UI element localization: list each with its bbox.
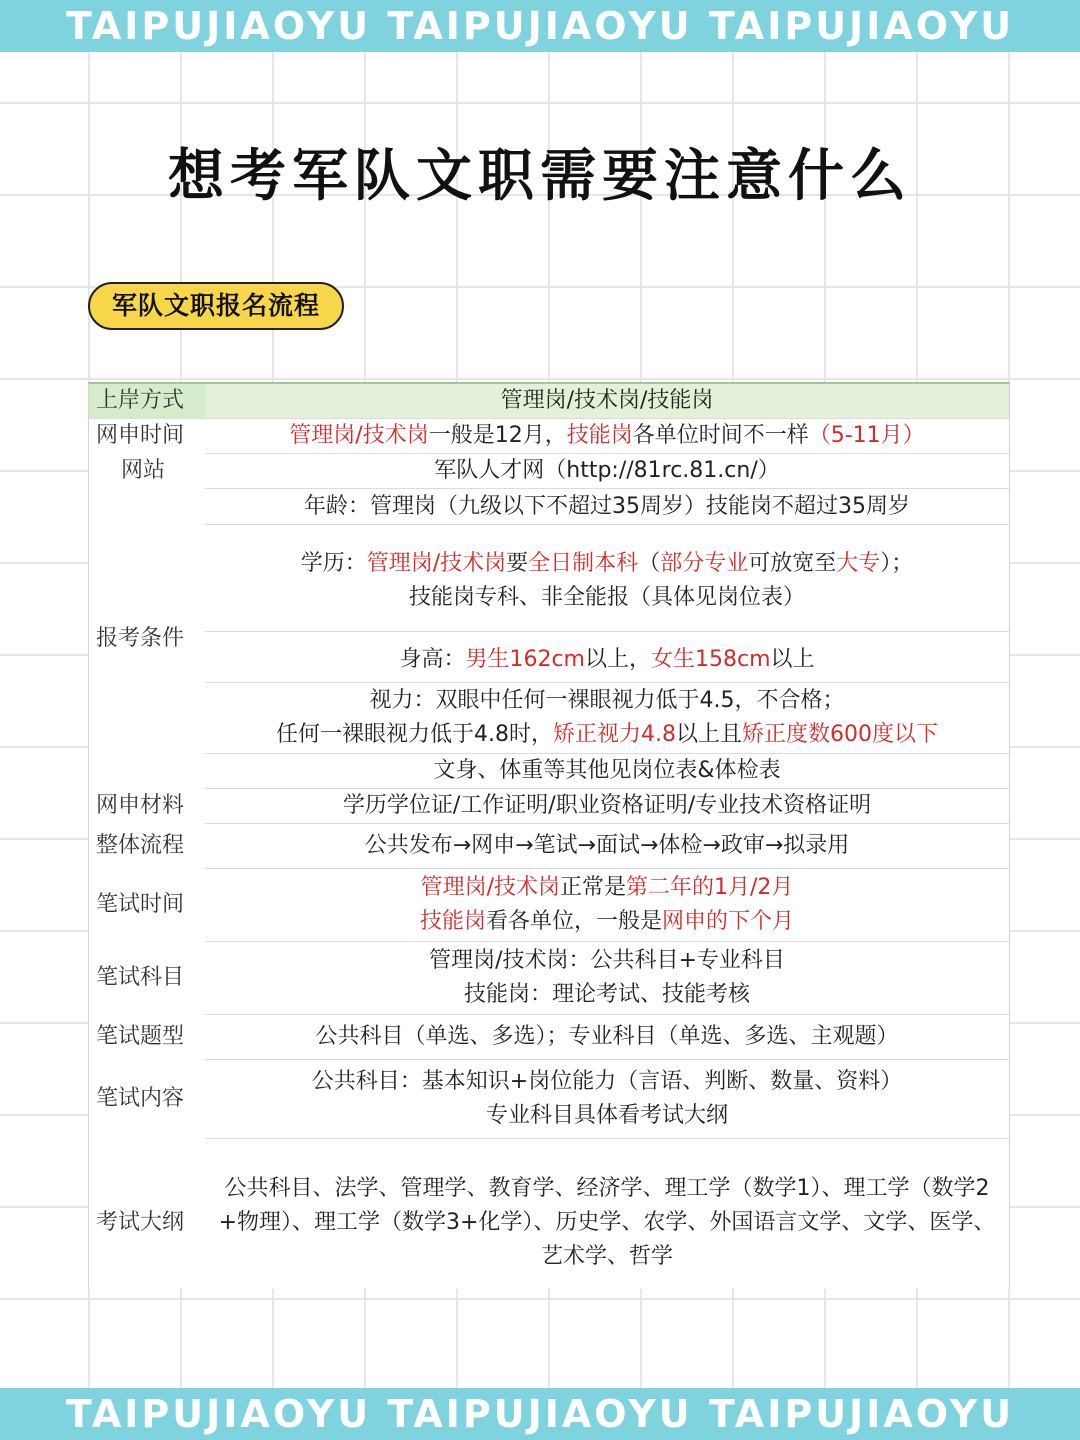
header-value: 管理岗/技术岗/技能岗: [205, 384, 1009, 419]
education-p7: 可放宽至: [748, 551, 837, 576]
vision-p1: 任何一裸眼视力低于4.8时，: [275, 722, 553, 747]
education-p1: 学历：: [300, 551, 367, 576]
exam-types-value: 公共科目（单选、多选）；专业科目（单选、多选、主观题）: [205, 1015, 1009, 1060]
education-p3: 要: [506, 551, 529, 576]
row-label-exam-time: 笔试时间: [96, 892, 185, 917]
vision-line1: 视力：双眼中任何一裸眼视力低于4.5，不合格；: [369, 688, 845, 713]
height-p2: 男生162cm: [465, 647, 585, 672]
materials-value: 学历学位证/工作证明/职业资格证明/专业技术资格证明: [205, 789, 1009, 824]
table-row: [89, 632, 1009, 683]
exam-subjects-value: [205, 942, 1009, 1015]
row-label-conditions: 报考条件: [96, 625, 185, 651]
height-p5: 以上: [770, 647, 815, 672]
vision-p3: 以上且: [675, 722, 742, 747]
exam-time-p3: 第二年的1月/2月: [626, 875, 794, 900]
row-label-apply-time: 网申时间: [96, 423, 185, 448]
syllabus-value: 公共科目、法学、管理学、教育学、经济学、理工学（数学1）、理工学（数学2+物理）、理工学（数学3+化学）、历史学、农学、外国语言文学、文学、医学、艺术学、哲学: [218, 1176, 996, 1269]
height-p1: 身高：: [399, 647, 466, 672]
education-p9: ）；: [880, 551, 914, 576]
row-label-exam-content: 笔试内容: [96, 1086, 185, 1111]
table-row: [89, 1060, 1009, 1139]
table-row: [89, 1015, 1009, 1060]
exam-time-p2: 正常是: [559, 875, 626, 900]
vision-p4: 矫正度数600度以下: [742, 722, 938, 747]
table-row: [89, 419, 1009, 454]
row-label-process: 整体流程: [96, 833, 185, 858]
apply-time-value: [205, 419, 1009, 454]
exam-time-p5: 看各单位，一般是: [485, 909, 662, 934]
education-p6: 部分专业: [660, 551, 749, 576]
education-p5: （: [638, 551, 661, 576]
exam-content-line1: 公共科目：基本知识+岗位能力（言语、判断、数量、资料）: [311, 1069, 903, 1094]
row-label-materials: 网申材料: [96, 793, 185, 818]
table-row: [89, 454, 1009, 489]
apply-time-p5: （5-11月）: [808, 423, 925, 448]
vision-p2: 矫正视力4.8: [552, 722, 676, 747]
table-row: [89, 869, 1009, 942]
apply-time-p4: 各单位时间不一样: [632, 423, 809, 448]
height-p4: 女生158cm: [651, 647, 771, 672]
row-label-syllabus: 考试大纲: [96, 1209, 185, 1235]
exam-subjects-line1: 管理岗/技术岗：公共科目+专业科目: [429, 948, 785, 973]
info-table: [88, 382, 1010, 1289]
education-p8: 大专: [836, 551, 881, 576]
row-label-exam-types: 笔试题型: [96, 1024, 185, 1049]
table-row: [89, 789, 1009, 824]
education-value: [205, 525, 1009, 632]
table-row: [89, 1139, 1009, 1308]
table-row: [89, 942, 1009, 1015]
apply-time-p2: 一般是12月，: [428, 423, 567, 448]
bottom-banner: TAIPUJIAOYU TAIPUJIAOYU TAIPUJIAOYU: [0, 1388, 1080, 1440]
process-value: 公共发布→网申→笔试→面试→体检→政审→拟录用: [205, 824, 1009, 869]
table-row: [89, 525, 1009, 632]
education-p4: 全日制本科: [528, 551, 639, 576]
exam-time-p6: 网申的下个月: [662, 909, 795, 934]
exam-time-p4: 技能岗: [419, 909, 486, 934]
vision-value: [205, 683, 1009, 754]
apply-time-p1: 管理岗/技术岗: [289, 423, 429, 448]
other-value: 文身、体重等其他见岗位表&体检表: [205, 754, 1009, 789]
header-label: 上岸方式: [89, 384, 205, 419]
row-label-exam-subjects: 笔试科目: [96, 965, 185, 990]
table-row: [89, 824, 1009, 869]
height-value: [205, 632, 1009, 683]
row-label-website: 网站: [121, 458, 166, 483]
top-banner: TAIPUJIAOYU TAIPUJIAOYU TAIPUJIAOYU: [0, 0, 1080, 52]
table-row: [89, 489, 1009, 525]
website-value: 军队人才网（http://81rc.81.cn/）: [205, 454, 1009, 489]
height-p3: 以上，: [584, 647, 651, 672]
exam-content-line2: 专业科目具体看考试大纲: [485, 1103, 728, 1128]
table-row: [89, 683, 1009, 754]
page-title: 想考军队文职需要注意什么: [168, 144, 912, 209]
apply-time-p3: 技能岗: [566, 423, 633, 448]
education-p2: 管理岗/技术岗: [366, 551, 507, 576]
table-row: [89, 754, 1009, 789]
exam-subjects-line2: 技能岗：理论考试、技能考核: [463, 982, 750, 1007]
exam-time-p1: 管理岗/技术岗: [420, 875, 560, 900]
education-line2: 技能岗专科、非全能报（具体见岗位表）: [408, 585, 805, 610]
table-header-row: [89, 384, 1009, 419]
age-value: 年龄：管理岗（九级以下不超过35周岁）技能岗不超过35周岁: [205, 489, 1009, 525]
section-pill: 军队文职报名流程: [88, 282, 344, 330]
exam-time-value: [205, 869, 1009, 942]
exam-content-value: [205, 1060, 1009, 1139]
